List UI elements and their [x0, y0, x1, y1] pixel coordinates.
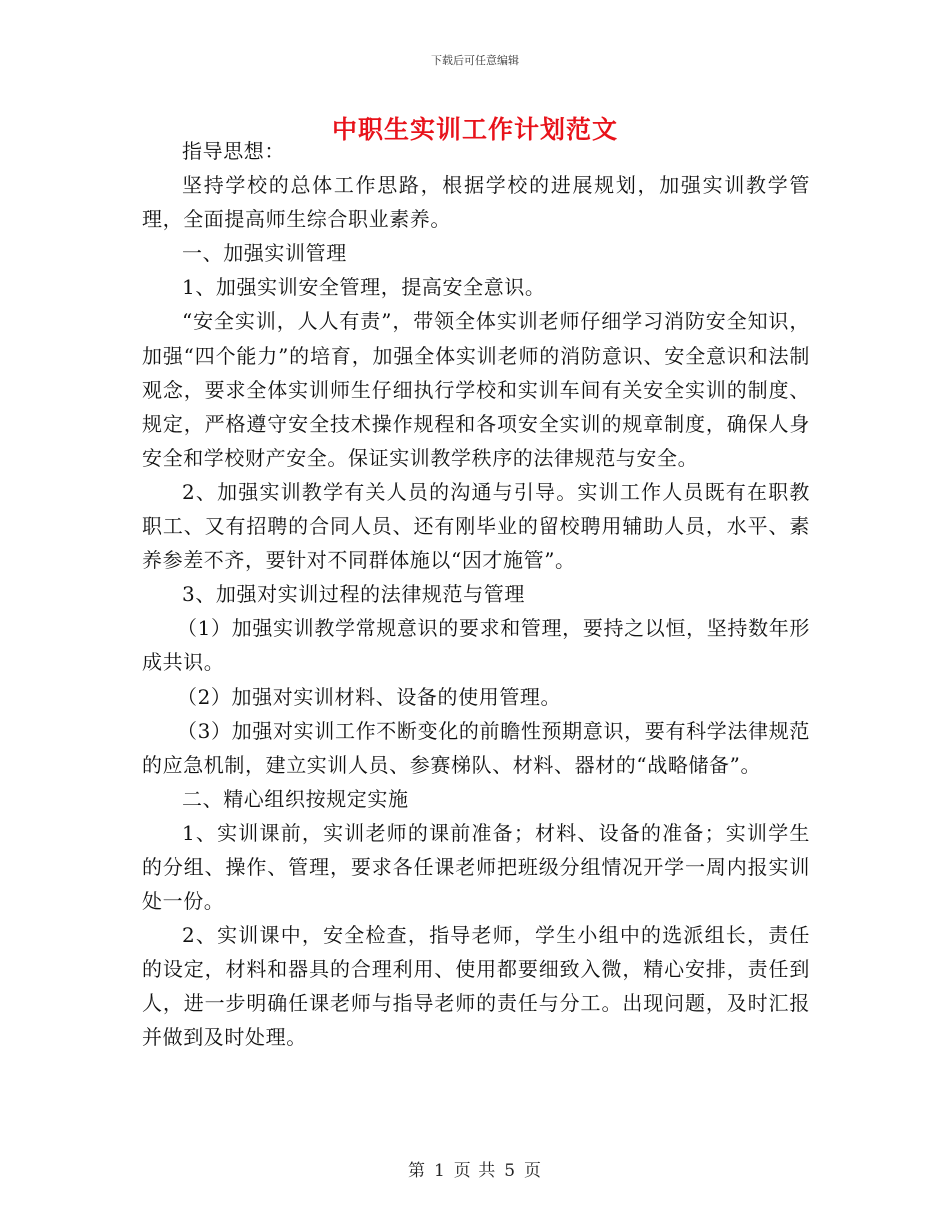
paragraph-item-2: （2）加强对实训材料、设备的使用管理。 [177, 684, 562, 709]
footer-total-pages: 5 [504, 1161, 517, 1181]
paragraph-item-1: （1）加强实训教学常规意识的要求和管理，要持之以恒，坚持数年形成共识。 [142, 616, 810, 675]
paragraph-1-1: 1、加强实训安全管理，提高安全意识。 [182, 275, 546, 300]
paragraph-1-3: 3、加强对实训过程的法律规范与管理 [182, 582, 525, 607]
paragraph-safety: “安全实训，人人有责”，带领全体实训老师仔细学习消防安全知识，加强“四个能力”的培育，加强全体实训老师的消防意识、安全意识和法制观念，要求全体实训师生仔细执行学校和实训车间有关安全实训的制度、规定，严格遵守安全技术操作规程和各项安全实训的规章制度，确保人身安全和学校财产安全。保证实训教学秩序的法律规范与安全。 [142, 309, 810, 470]
paragraph-item-3: （3）加强对实训工作不断变化的前瞻性预期意识，要有科学法律规范的应急机制，建立实训人员、参赛梯队、材料、器材的“战略储备”。 [142, 718, 810, 777]
footer-current-page: 1 [433, 1161, 446, 1181]
paragraph-2-2: 2、实训课中，安全检查，指导老师，学生小组中的选派组长，责任的设定，材料和器具的合理利用、使用都要细致入微，精心安排，责任到人，进一步明确任课老师与指导老师的责任与分工。出现问题，及时汇报并做到及时处理。 [142, 923, 810, 1050]
footer-label-end: 页 [524, 1161, 543, 1181]
header-note: 下载后可任意编辑 [431, 54, 519, 67]
section-heading-2: 二、精心组织按规定实施 [182, 786, 409, 811]
paragraph-overview: 坚持学校的总体工作思路，根据学校的进展规划，加强实训教学管理，全面提高师生综合职业素养。 [142, 173, 810, 232]
document-title: 中职生实训工作计划范文 [331, 115, 618, 144]
paragraph-2-1: 1、实训课前，实训老师的课前准备；材料、设备的准备；实训学生的分组、操作、管理，要求各任课老师把班级分组情况开学一周内报实训处一份。 [142, 820, 810, 914]
document-body [142, 134, 810, 1055]
footer-label-of: 页 共 [453, 1161, 497, 1181]
paragraph-1-2: 2、加强实训教学有关人员的沟通与引导。实训工作人员既有在职教职工、又有招聘的合同人员、还有刚毕业的留校聘用辅助人员，水平、素养参差不齐，要针对不同群体施以“因才施管”。 [142, 479, 810, 573]
page-footer [0, 1156, 950, 1181]
section-heading-1: 一、加强实训管理 [182, 241, 347, 266]
footer-label-page: 第 [407, 1161, 426, 1181]
paragraph-guiding-thought: 指导思想： [182, 139, 285, 163]
